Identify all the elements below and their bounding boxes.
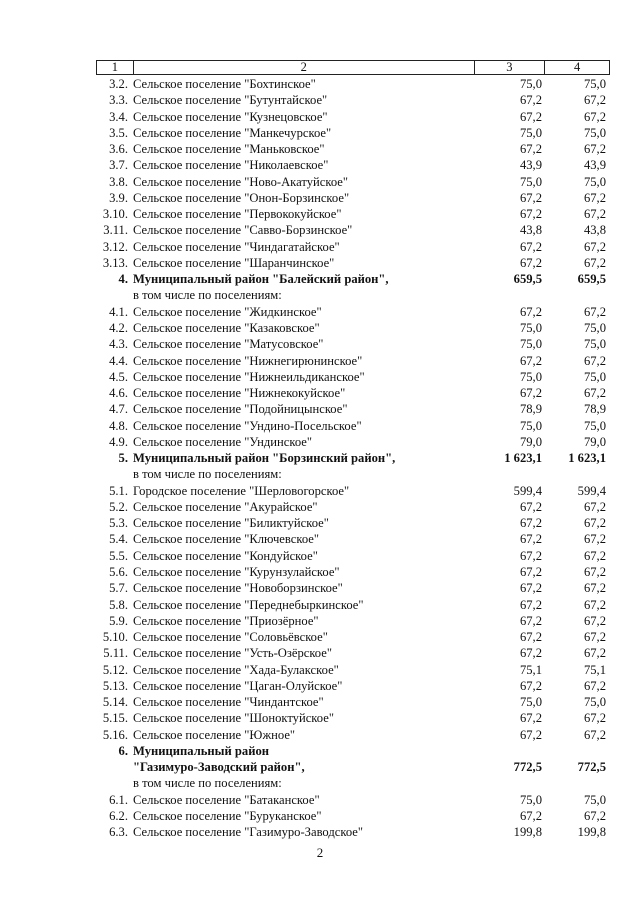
- row-value-col3: 75,0: [519, 369, 542, 384]
- row-name: Сельское поселение "Онон-Борзинское": [133, 190, 350, 205]
- row-name: Сельское поселение "Ундинское": [133, 434, 313, 449]
- column-header-4: 4: [574, 60, 581, 74]
- table-row: [96, 808, 610, 824]
- row-number: 6.: [118, 743, 128, 758]
- row-value-col4: [546, 775, 610, 791]
- table-row: [96, 125, 610, 141]
- row-name: "Газимуро-Заводский район",: [133, 760, 305, 775]
- row-name: Сельское поселение "Ново-Акатуйское": [133, 174, 348, 189]
- row-name: Сельское поселение "Хада-Булакское": [133, 662, 339, 677]
- row-value-col4: 67,2: [583, 142, 606, 157]
- row-value-col4: 67,2: [583, 548, 606, 563]
- row-value-col3: 75,0: [519, 418, 542, 433]
- table-row: [96, 580, 610, 596]
- row-name: Городское поселение "Шерловогорское": [133, 483, 350, 498]
- row-value-col4: 67,2: [583, 808, 606, 823]
- row-number: 3.8.: [109, 174, 128, 189]
- row-name: Сельское поселение "Усть-Озёрское": [133, 646, 332, 661]
- table-header: [96, 60, 610, 75]
- column-header-3: 3: [475, 61, 546, 74]
- row-number: 3.2.: [109, 77, 128, 91]
- page-number: 2: [316, 845, 324, 860]
- row-value-col4: 772,5: [577, 760, 606, 775]
- row-value-col3: 67,2: [519, 808, 542, 823]
- table-row: [96, 515, 610, 531]
- table-row: [96, 336, 610, 352]
- table-row: [96, 531, 610, 547]
- row-value-col4: 75,0: [583, 369, 606, 384]
- table-row: [96, 190, 610, 206]
- table-row: [96, 353, 610, 369]
- row-name: Сельское поселение "Батаканское": [133, 792, 320, 807]
- table-row: [96, 141, 610, 157]
- row-value-col3: 67,2: [519, 255, 542, 270]
- row-number: 6.2.: [109, 808, 128, 823]
- row-value-col3: 67,2: [519, 548, 542, 563]
- table-row: [96, 727, 610, 743]
- row-name: Сельское поселение "Приозёрное": [133, 613, 319, 628]
- row-value-col4: 599,4: [577, 483, 606, 498]
- row-value-col3: 75,0: [519, 337, 542, 352]
- table-row: [96, 206, 610, 222]
- row-value-col4: 75,0: [583, 174, 606, 189]
- row-name: Сельское поселение "Соловьёвское": [133, 630, 328, 645]
- row-name: Сельское поселение "Чиндагатайское": [133, 239, 340, 254]
- row-value-col3: [475, 743, 546, 759]
- table-row: [96, 499, 610, 515]
- row-value-col4: 75,1: [583, 662, 606, 677]
- row-value-col4: 67,2: [583, 93, 606, 108]
- row-value-col3: 75,0: [519, 125, 542, 140]
- table-row: [96, 743, 610, 759]
- row-name: Сельское поселение "Кондуйское": [133, 548, 318, 563]
- row-value-col4: 67,2: [583, 630, 606, 645]
- row-number: 5.13.: [102, 678, 128, 693]
- row-number: 4.4.: [109, 353, 128, 368]
- row-number: [96, 466, 133, 482]
- row-value-col3: 75,0: [519, 695, 542, 710]
- row-value-col3: 67,2: [519, 142, 542, 157]
- data-table: [96, 60, 610, 840]
- row-name: Сельское поселение "Казаковское": [133, 320, 320, 335]
- row-number: 6.1.: [109, 792, 128, 807]
- row-name: в том числе по поселениям:: [133, 467, 282, 482]
- row-name: Муниципальный район "Балейский район",: [133, 272, 389, 287]
- table-row: [96, 239, 610, 255]
- row-value-col3: 67,2: [519, 499, 542, 514]
- row-value-col4: 75,0: [583, 418, 606, 433]
- row-number: [96, 759, 133, 775]
- row-value-col3: 67,2: [519, 93, 542, 108]
- row-value-col3: [475, 775, 546, 791]
- row-value-col3: 67,2: [519, 711, 542, 726]
- table-row: [96, 548, 610, 564]
- row-name: Сельское поселение "Шоноктуйское": [133, 711, 334, 726]
- column-header-2: 2: [134, 61, 475, 74]
- row-name: Сельское поселение "Маньковское": [133, 142, 325, 157]
- row-value-col3: 67,2: [519, 564, 542, 579]
- row-value-col4: 67,2: [583, 613, 606, 628]
- column-header-1: 1: [97, 61, 134, 74]
- row-value-col4: [546, 287, 610, 303]
- row-number: 6.3.: [109, 825, 128, 840]
- row-value-col4: 43,8: [583, 223, 606, 238]
- row-number: 3.13.: [102, 255, 128, 270]
- row-name: в том числе по поселениям:: [133, 288, 282, 303]
- row-name: Сельское поселение "Нижнеильдиканское": [133, 369, 365, 384]
- row-value-col4: 67,2: [583, 239, 606, 254]
- row-number: 5.: [118, 451, 128, 466]
- row-value-col3: 78,9: [519, 402, 542, 417]
- row-value-col4: 199,8: [577, 825, 606, 840]
- row-number: 5.12.: [102, 662, 128, 677]
- row-value-col3: 67,2: [519, 239, 542, 254]
- table-row: [96, 385, 610, 401]
- row-name: Сельское поселение "Нижнекокуйское": [133, 386, 346, 401]
- row-value-col3: 199,8: [513, 825, 542, 840]
- table-row: [96, 645, 610, 661]
- row-name: Муниципальный район: [133, 743, 270, 758]
- row-value-col3: 67,2: [519, 646, 542, 661]
- row-number: 4.6.: [109, 386, 128, 401]
- table-body: [96, 76, 610, 840]
- row-number: 4.8.: [109, 418, 128, 433]
- row-value-col3: 75,0: [519, 174, 542, 189]
- row-name: Сельское поселение "Новоборзинское": [133, 581, 343, 596]
- row-value-col4: 67,2: [583, 207, 606, 222]
- row-number: 5.15.: [102, 711, 128, 726]
- row-value-col4: 75,0: [583, 320, 606, 335]
- row-value-col3: 67,2: [519, 109, 542, 124]
- row-value-col3: 75,0: [519, 320, 542, 335]
- row-name: в том числе по поселениям:: [133, 776, 282, 791]
- row-name: Сельское поселение "Переднебыркинское": [133, 597, 364, 612]
- row-value-col3: 772,5: [513, 760, 542, 775]
- table-row: [96, 92, 610, 108]
- row-number: 3.9.: [109, 190, 128, 205]
- row-name: Сельское поселение "Николаевское": [133, 158, 329, 173]
- row-number: 3.6.: [109, 142, 128, 157]
- row-number: [96, 287, 133, 303]
- row-value-col4: 67,2: [583, 597, 606, 612]
- row-value-col4: 67,2: [583, 499, 606, 514]
- table-row: [96, 483, 610, 499]
- row-value-col4: 75,0: [583, 337, 606, 352]
- row-number: 5.6.: [109, 564, 128, 579]
- table-row: [96, 255, 610, 271]
- row-value-col3: 43,8: [519, 223, 542, 238]
- row-value-col4: 67,2: [583, 386, 606, 401]
- row-value-col3: 599,4: [513, 483, 542, 498]
- table-row: [96, 597, 610, 613]
- table-row: [96, 304, 610, 320]
- table-row: [96, 710, 610, 726]
- row-number: 5.7.: [109, 581, 128, 596]
- row-number: 4.2.: [109, 320, 128, 335]
- row-value-col3: 67,2: [519, 304, 542, 319]
- row-name: Сельское поселение "Ундино-Посельское": [133, 418, 362, 433]
- row-value-col4: [546, 466, 610, 482]
- row-value-col4: 67,2: [583, 109, 606, 124]
- table-row: [96, 759, 610, 775]
- row-value-col4: 67,2: [583, 516, 606, 531]
- row-number: 5.9.: [109, 613, 128, 628]
- row-value-col4: 1 623,1: [568, 451, 606, 466]
- row-value-col4: 75,0: [583, 125, 606, 140]
- row-number: 4.9.: [109, 434, 128, 449]
- row-number: 4.7.: [109, 402, 128, 417]
- table-row: [96, 434, 610, 450]
- row-name: Сельское поселение "Биликтуйское": [133, 516, 329, 531]
- row-value-col4: 67,2: [583, 711, 606, 726]
- row-name: Сельское поселение "Савво-Борзинское": [133, 223, 353, 238]
- row-value-col3: 75,0: [519, 77, 542, 91]
- table-row: [96, 271, 610, 287]
- row-value-col4: 79,0: [583, 434, 606, 449]
- table-row: [96, 418, 610, 434]
- row-value-col3: 67,2: [519, 190, 542, 205]
- row-value-col3: 1 623,1: [504, 451, 542, 466]
- row-value-col4: 75,0: [583, 695, 606, 710]
- table-row: [96, 320, 610, 336]
- row-number: 3.5.: [109, 125, 128, 140]
- row-number: 5.1.: [109, 483, 128, 498]
- row-number: 4.3.: [109, 337, 128, 352]
- row-name: Сельское поселение "Цаган-Олуйское": [133, 678, 343, 693]
- row-number: 5.3.: [109, 516, 128, 531]
- table-row: [96, 369, 610, 385]
- row-value-col3: 75,1: [519, 662, 542, 677]
- row-name: Сельское поселение "Жидкинское": [133, 304, 322, 319]
- row-value-col4: 75,0: [583, 77, 606, 91]
- row-value-col3: 79,0: [519, 434, 542, 449]
- table-row: [96, 222, 610, 238]
- table-row: [96, 629, 610, 645]
- row-value-col3: 67,2: [519, 678, 542, 693]
- row-name: Сельское поселение "Подойницынское": [133, 402, 348, 417]
- row-number: 5.4.: [109, 532, 128, 547]
- row-number: 5.11.: [103, 646, 128, 661]
- row-number: 3.11.: [103, 223, 128, 238]
- row-number: 3.4.: [109, 109, 128, 124]
- row-name: Сельское поселение "Кузнецовское": [133, 109, 328, 124]
- row-value-col3: 67,2: [519, 727, 542, 742]
- row-name: Сельское поселение "Бутунтайское": [133, 93, 328, 108]
- table-row: [96, 662, 610, 678]
- row-number: 5.2.: [109, 499, 128, 514]
- table-row: [96, 564, 610, 580]
- row-value-col3: 67,2: [519, 613, 542, 628]
- table-row: [96, 792, 610, 808]
- row-value-col4: 67,2: [583, 581, 606, 596]
- row-name: Сельское поселение "Манкечурское": [133, 125, 332, 140]
- row-value-col4: 659,5: [577, 272, 606, 287]
- row-number: 5.5.: [109, 548, 128, 563]
- row-value-col3: 659,5: [513, 272, 542, 287]
- table-row: [96, 109, 610, 125]
- row-value-col3: [475, 287, 546, 303]
- table-row: [96, 76, 610, 92]
- row-number: 3.12.: [102, 239, 128, 254]
- row-value-col4: 67,2: [583, 564, 606, 579]
- table-row: [96, 694, 610, 710]
- table-row: [96, 401, 610, 417]
- row-name: Сельское поселение "Южное": [133, 727, 296, 742]
- row-value-col3: 67,2: [519, 207, 542, 222]
- row-number: 4.5.: [109, 369, 128, 384]
- row-name: Сельское поселение "Нижнегирюнинское": [133, 353, 363, 368]
- row-value-col3: 75,0: [519, 792, 542, 807]
- row-number: 4.1.: [109, 304, 128, 319]
- row-value-col3: 67,2: [519, 386, 542, 401]
- row-name: Сельское поселение "Газимуро-Заводское": [133, 825, 364, 840]
- table-row: [96, 824, 610, 840]
- row-value-col4: 43,9: [583, 158, 606, 173]
- row-value-col4: 67,2: [583, 646, 606, 661]
- table-row: [96, 157, 610, 173]
- row-value-col4: [546, 743, 610, 759]
- row-name: Сельское поселение "Буруканское": [133, 808, 322, 823]
- row-value-col3: 67,2: [519, 630, 542, 645]
- row-number: 3.10.: [102, 207, 128, 222]
- row-name: Сельское поселение "Шаранчинское": [133, 255, 335, 270]
- row-value-col4: 67,2: [583, 255, 606, 270]
- row-name: Муниципальный район "Борзинский район",: [133, 451, 396, 466]
- table-row: [96, 466, 610, 482]
- row-value-col3: [475, 466, 546, 482]
- row-name: Сельское поселение "Акурайское": [133, 499, 318, 514]
- row-value-col3: 67,2: [519, 353, 542, 368]
- row-number: 5.10.: [102, 630, 128, 645]
- table-row: [96, 174, 610, 190]
- row-value-col3: 43,9: [519, 158, 542, 173]
- row-name: Сельское поселение "Матусовское": [133, 337, 324, 352]
- table-row: [96, 287, 610, 303]
- row-number: [96, 775, 133, 791]
- row-value-col4: 67,2: [583, 353, 606, 368]
- row-name: Сельское поселение "Чиндантское": [133, 695, 324, 710]
- row-number: 3.7.: [109, 158, 128, 173]
- row-number: 3.3.: [109, 93, 128, 108]
- row-number: 5.14.: [102, 695, 128, 710]
- row-number: 5.8.: [109, 597, 128, 612]
- row-name: Сельское поселение "Ключевское": [133, 532, 320, 547]
- row-value-col3: 67,2: [519, 597, 542, 612]
- row-number: 5.16.: [102, 727, 128, 742]
- row-number: 4.: [118, 272, 128, 287]
- row-value-col4: 67,2: [583, 678, 606, 693]
- row-value-col3: 67,2: [519, 581, 542, 596]
- table-row: [96, 613, 610, 629]
- row-value-col4: 67,2: [583, 304, 606, 319]
- table-row: [96, 450, 610, 466]
- row-value-col4: 67,2: [583, 727, 606, 742]
- row-value-col4: 67,2: [583, 532, 606, 547]
- row-value-col3: 67,2: [519, 516, 542, 531]
- row-value-col3: 67,2: [519, 532, 542, 547]
- row-value-col4: 78,9: [583, 402, 606, 417]
- table-row: [96, 678, 610, 694]
- row-value-col4: 75,0: [583, 792, 606, 807]
- row-name: Сельское поселение "Первококуйское": [133, 207, 342, 222]
- table-row: [96, 775, 610, 791]
- row-value-col4: 67,2: [583, 190, 606, 205]
- row-name: Сельское поселение "Бохтинское": [133, 77, 316, 91]
- row-name: Сельское поселение "Курунзулайское": [133, 564, 340, 579]
